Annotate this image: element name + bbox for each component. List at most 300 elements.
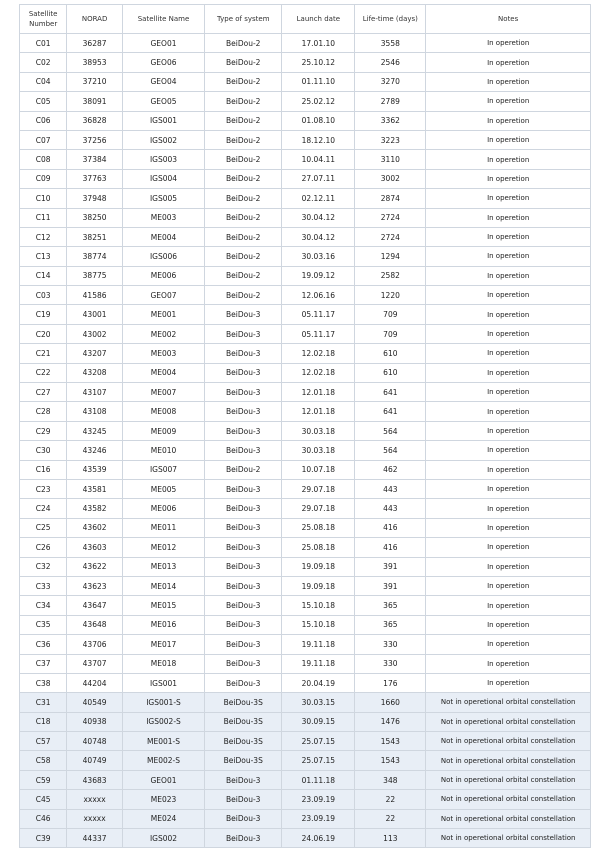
satellite-number-cell: C45 [20,790,67,809]
launch-date-cell: 30.03.18 [282,441,355,460]
satellite-number-cell: C05 [20,92,67,111]
launch-date-cell: 30.03.15 [282,693,355,712]
system-type-cell: BeiDou-2 [205,286,282,305]
satellite-name-cell: IGS003 [122,150,204,169]
notes-cell: Not in operetional orbital constellation [426,770,591,789]
notes-cell: In operetion [426,189,591,208]
launch-date-cell: 19.09.12 [282,266,355,285]
satellite-name-cell: ME004 [122,227,204,246]
satellite-number-cell: C27 [20,383,67,402]
system-type-cell: BeiDou-3S [205,712,282,731]
lifetime-cell: 610 [355,363,426,382]
lifetime-cell: 709 [355,324,426,343]
norad-cell: 43245 [67,421,123,440]
norad-cell: 40938 [67,712,123,731]
satellite-number-cell: C09 [20,169,67,188]
launch-date-cell: 18.12.10 [282,130,355,149]
launch-date-cell: 30.09.15 [282,712,355,731]
norad-cell: 43683 [67,770,123,789]
norad-cell: 37763 [67,169,123,188]
satellite-number-cell: C06 [20,111,67,130]
launch-date-cell: 20.04.19 [282,673,355,692]
launch-date-cell: 30.04.12 [282,227,355,246]
norad-cell: 40748 [67,732,123,751]
satellite-number-cell: C39 [20,829,67,848]
table-row [20,402,591,421]
lifetime-cell: 330 [355,635,426,654]
launch-date-cell: 25.07.15 [282,732,355,751]
launch-date-cell: 02.12.11 [282,189,355,208]
satellite-number-cell: C03 [20,286,67,305]
satellite-name-cell: GEO05 [122,92,204,111]
norad-cell: 43107 [67,383,123,402]
lifetime-cell: 22 [355,809,426,828]
notes-cell: In operetion [426,421,591,440]
table-row [20,596,591,615]
norad-cell: 43602 [67,518,123,537]
satellite-number-cell: C57 [20,732,67,751]
satellite-name-cell: ME004 [122,363,204,382]
system-type-cell: BeiDou-2 [205,34,282,53]
column-header: Launch date [282,5,355,34]
table-row [20,305,591,324]
satellite-name-cell: ME005 [122,479,204,498]
satellite-number-cell: C36 [20,635,67,654]
notes-cell: In operetion [426,576,591,595]
norad-cell: 43707 [67,654,123,673]
system-type-cell: BeiDou-3 [205,576,282,595]
system-type-cell: BeiDou-3S [205,693,282,712]
table-row [20,247,591,266]
notes-cell: In operetion [426,499,591,518]
lifetime-cell: 113 [355,829,426,848]
lifetime-cell: 2724 [355,208,426,227]
launch-date-cell: 12.01.18 [282,402,355,421]
lifetime-cell: 610 [355,344,426,363]
system-type-cell: BeiDou-3 [205,402,282,421]
norad-cell: 43648 [67,615,123,634]
table-row [20,383,591,402]
lifetime-cell: 2582 [355,266,426,285]
system-type-cell: BeiDou-3 [205,383,282,402]
satellite-name-cell: ME010 [122,441,204,460]
lifetime-cell: 365 [355,615,426,634]
satellite-number-cell: C33 [20,576,67,595]
notes-cell: In operetion [426,130,591,149]
notes-cell: In operetion [426,305,591,324]
lifetime-cell: 416 [355,518,426,537]
norad-cell: 38091 [67,92,123,111]
norad-cell: 37948 [67,189,123,208]
notes-cell: In operetion [426,557,591,576]
lifetime-cell: 391 [355,557,426,576]
system-type-cell: BeiDou-2 [205,53,282,72]
table-row [20,654,591,673]
norad-cell: 43207 [67,344,123,363]
table-row [20,479,591,498]
norad-cell: 36287 [67,34,123,53]
system-type-cell: BeiDou-3S [205,751,282,770]
system-type-cell: BeiDou-3 [205,673,282,692]
table-row [20,441,591,460]
satellite-number-cell: C19 [20,305,67,324]
satellite-number-cell: C02 [20,53,67,72]
lifetime-cell: 1543 [355,751,426,770]
norad-cell: 43581 [67,479,123,498]
column-header: Notes [426,5,591,34]
column-header: Life-time (days) [355,5,426,34]
launch-date-cell: 12.02.18 [282,344,355,363]
lifetime-cell: 2789 [355,92,426,111]
lifetime-cell: 709 [355,305,426,324]
lifetime-cell: 391 [355,576,426,595]
launch-date-cell: 23.09.19 [282,790,355,809]
system-type-cell: BeiDou-3 [205,809,282,828]
satellite-number-cell: C01 [20,34,67,53]
satellite-number-cell: C31 [20,693,67,712]
satellite-name-cell: ME017 [122,635,204,654]
launch-date-cell: 30.03.18 [282,421,355,440]
notes-cell: Not in operetional orbital constellation [426,751,591,770]
notes-cell: Not in operetional orbital constellation [426,809,591,828]
system-type-cell: BeiDou-2 [205,130,282,149]
table-row [20,92,591,111]
satellite-number-cell: C38 [20,673,67,692]
notes-cell: In operetion [426,673,591,692]
norad-cell: 38775 [67,266,123,285]
system-type-cell: BeiDou-3 [205,344,282,363]
notes-cell: In operetion [426,460,591,479]
lifetime-cell: 3110 [355,150,426,169]
lifetime-cell: 3002 [355,169,426,188]
norad-cell: 43647 [67,596,123,615]
norad-cell: 43706 [67,635,123,654]
table-row [20,770,591,789]
table-row [20,324,591,343]
launch-date-cell: 29.07.18 [282,499,355,518]
satellite-number-cell: C16 [20,460,67,479]
table-row [20,732,591,751]
satellite-name-cell: ME006 [122,266,204,285]
satellite-number-cell: C21 [20,344,67,363]
lifetime-cell: 1220 [355,286,426,305]
lifetime-cell: 365 [355,596,426,615]
notes-cell: In operetion [426,441,591,460]
satellite-name-cell: ME006 [122,499,204,518]
system-type-cell: BeiDou-3 [205,441,282,460]
norad-cell: 43582 [67,499,123,518]
lifetime-cell: 2874 [355,189,426,208]
launch-date-cell: 24.06.19 [282,829,355,848]
table-row [20,557,591,576]
launch-date-cell: 10.04.11 [282,150,355,169]
launch-date-cell: 05.11.17 [282,305,355,324]
launch-date-cell: 17.01.10 [282,34,355,53]
lifetime-cell: 641 [355,383,426,402]
norad-cell: 38251 [67,227,123,246]
satellite-number-cell: C04 [20,72,67,91]
satellite-name-cell: ME018 [122,654,204,673]
satellite-name-cell: IGS001-S [122,693,204,712]
satellite-name-cell: ME009 [122,421,204,440]
notes-cell: In operetion [426,169,591,188]
table-row [20,635,591,654]
lifetime-cell: 1294 [355,247,426,266]
satellite-name-cell: IGS002 [122,829,204,848]
norad-cell: 43002 [67,324,123,343]
norad-cell: 44204 [67,673,123,692]
launch-date-cell: 19.11.18 [282,635,355,654]
norad-cell: 43108 [67,402,123,421]
norad-cell: 38953 [67,53,123,72]
launch-date-cell: 29.07.18 [282,479,355,498]
satellite-name-cell: ME014 [122,576,204,595]
satellite-name-cell: IGS006 [122,247,204,266]
notes-cell: In operetion [426,518,591,537]
system-type-cell: BeiDou-3 [205,596,282,615]
lifetime-cell: 462 [355,460,426,479]
lifetime-cell: 3223 [355,130,426,149]
satellite-number-cell: C29 [20,421,67,440]
launch-date-cell: 30.04.12 [282,208,355,227]
launch-date-cell: 27.07.11 [282,169,355,188]
satellite-name-cell: ME024 [122,809,204,828]
notes-cell: In operetion [426,538,591,557]
lifetime-cell: 348 [355,770,426,789]
satellite-number-cell: C32 [20,557,67,576]
norad-cell: 44337 [67,829,123,848]
notes-cell: In operetion [426,654,591,673]
satellite-name-cell: ME001-S [122,732,204,751]
lifetime-cell: 641 [355,402,426,421]
table-row [20,286,591,305]
satellite-name-cell: ME003 [122,208,204,227]
system-type-cell: BeiDou-2 [205,150,282,169]
lifetime-cell: 416 [355,538,426,557]
system-type-cell: BeiDou-3 [205,790,282,809]
satellite-number-cell: C34 [20,596,67,615]
notes-cell: In operetion [426,324,591,343]
satellite-number-cell: C12 [20,227,67,246]
norad-cell: 37210 [67,72,123,91]
notes-cell: In operetion [426,227,591,246]
launch-date-cell: 25.07.15 [282,751,355,770]
notes-cell: In operetion [426,402,591,421]
satellite-number-cell: C37 [20,654,67,673]
satellite-name-cell: GEO01 [122,34,204,53]
satellite-number-cell: C30 [20,441,67,460]
norad-cell: 43001 [67,305,123,324]
launch-date-cell: 23.09.19 [282,809,355,828]
satellite-name-cell: ME003 [122,344,204,363]
lifetime-cell: 2724 [355,227,426,246]
satellite-number-cell: C13 [20,247,67,266]
table-row [20,712,591,731]
launch-date-cell: 15.10.18 [282,596,355,615]
satellite-name-cell: ME023 [122,790,204,809]
satellite-number-cell: C28 [20,402,67,421]
system-type-cell: BeiDou-3 [205,518,282,537]
lifetime-cell: 22 [355,790,426,809]
launch-date-cell: 25.08.18 [282,518,355,537]
table-row [20,150,591,169]
satellite-name-cell: ME016 [122,615,204,634]
satellite-number-cell: C23 [20,479,67,498]
norad-cell: 43208 [67,363,123,382]
system-type-cell: BeiDou-3 [205,324,282,343]
notes-cell: In operetion [426,266,591,285]
table-row [20,421,591,440]
norad-cell: 43603 [67,538,123,557]
system-type-cell: BeiDou-3 [205,770,282,789]
notes-cell: Not in operetional orbital constellation [426,712,591,731]
system-type-cell: BeiDou-2 [205,189,282,208]
table-row [20,538,591,557]
notes-cell: In operetion [426,247,591,266]
launch-date-cell: 12.01.18 [282,383,355,402]
lifetime-cell: 564 [355,441,426,460]
system-type-cell: BeiDou-2 [205,111,282,130]
launch-date-cell: 19.11.18 [282,654,355,673]
lifetime-cell: 330 [355,654,426,673]
system-type-cell: BeiDou-3 [205,635,282,654]
lifetime-cell: 1660 [355,693,426,712]
lifetime-cell: 1476 [355,712,426,731]
notes-cell: In operetion [426,344,591,363]
notes-cell: In operetion [426,150,591,169]
system-type-cell: BeiDou-3 [205,829,282,848]
launch-date-cell: 12.06.16 [282,286,355,305]
satellite-name-cell: ME002-S [122,751,204,770]
system-type-cell: BeiDou-2 [205,227,282,246]
table-row [20,790,591,809]
satellite-name-cell: ME015 [122,596,204,615]
launch-date-cell: 01.11.18 [282,770,355,789]
norad-cell: 43246 [67,441,123,460]
satellite-number-cell: C59 [20,770,67,789]
notes-cell: In operetion [426,363,591,382]
launch-date-cell: 01.11.10 [282,72,355,91]
column-header: Type of system [205,5,282,34]
table-row [20,111,591,130]
norad-cell: 41586 [67,286,123,305]
notes-cell: In operetion [426,286,591,305]
launch-date-cell: 25.10.12 [282,53,355,72]
system-type-cell: BeiDou-3 [205,421,282,440]
satellite-name-cell: ME002 [122,324,204,343]
lifetime-cell: 443 [355,499,426,518]
notes-cell: In operetion [426,92,591,111]
satellite-name-cell: IGS004 [122,169,204,188]
satellite-number-cell: C11 [20,208,67,227]
satellite-name-cell: GEO01 [122,770,204,789]
notes-cell: Not in operetional orbital constellation [426,829,591,848]
satellite-number-cell: C10 [20,189,67,208]
satellite-table [19,4,591,848]
notes-cell: In operetion [426,53,591,72]
notes-cell: Not in operetional orbital constellation [426,790,591,809]
norad-cell: xxxxx [67,809,123,828]
system-type-cell: BeiDou-3 [205,557,282,576]
system-type-cell: BeiDou-2 [205,169,282,188]
system-type-cell: BeiDou-3 [205,479,282,498]
system-type-cell: BeiDou-3 [205,305,282,324]
table-row [20,673,591,692]
table-row [20,266,591,285]
notes-cell: In operetion [426,34,591,53]
norad-cell: 37256 [67,130,123,149]
table-row [20,53,591,72]
system-type-cell: BeiDou-3 [205,363,282,382]
satellite-name-cell: IGS001 [122,111,204,130]
notes-cell: In operetion [426,208,591,227]
norad-cell: xxxxx [67,790,123,809]
satellite-name-cell: GEO06 [122,53,204,72]
satellite-number-cell: C24 [20,499,67,518]
satellite-name-cell: ME012 [122,538,204,557]
column-header: NORAD [67,5,123,34]
system-type-cell: BeiDou-2 [205,266,282,285]
satellite-name-cell: IGS002 [122,130,204,149]
notes-cell: In operetion [426,383,591,402]
system-type-cell: BeiDou-3 [205,538,282,557]
lifetime-cell: 176 [355,673,426,692]
launch-date-cell: 05.11.17 [282,324,355,343]
satellite-name-cell: GEO04 [122,72,204,91]
system-type-cell: BeiDou-3 [205,499,282,518]
satellite-name-cell: ME013 [122,557,204,576]
satellite-number-cell: C46 [20,809,67,828]
table-row [20,363,591,382]
satellite-number-cell: C25 [20,518,67,537]
table-row [20,693,591,712]
notes-cell: Not in operetional orbital constellation [426,693,591,712]
satellite-table-container [19,4,591,848]
norad-cell: 43622 [67,557,123,576]
table-row [20,72,591,91]
satellite-number-cell: C08 [20,150,67,169]
launch-date-cell: 15.10.18 [282,615,355,634]
norad-cell: 38250 [67,208,123,227]
lifetime-cell: 3362 [355,111,426,130]
satellite-number-cell: C58 [20,751,67,770]
table-row [20,208,591,227]
column-header: Satellite Name [122,5,204,34]
norad-cell: 36828 [67,111,123,130]
table-row [20,227,591,246]
launch-date-cell: 12.02.18 [282,363,355,382]
launch-date-cell: 30.03.16 [282,247,355,266]
satellite-number-cell: C20 [20,324,67,343]
table-row [20,130,591,149]
table-row [20,344,591,363]
satellite-number-cell: C26 [20,538,67,557]
satellite-name-cell: ME007 [122,383,204,402]
norad-cell: 37384 [67,150,123,169]
system-type-cell: BeiDou-2 [205,92,282,111]
table-row [20,615,591,634]
lifetime-cell: 1543 [355,732,426,751]
notes-cell: In operetion [426,615,591,634]
system-type-cell: BeiDou-3S [205,732,282,751]
table-row [20,189,591,208]
satellite-number-cell: C35 [20,615,67,634]
satellite-number-cell: C22 [20,363,67,382]
satellite-name-cell: ME001 [122,305,204,324]
notes-cell: In operetion [426,111,591,130]
column-header: Satellite Number [20,5,67,34]
norad-cell: 43623 [67,576,123,595]
